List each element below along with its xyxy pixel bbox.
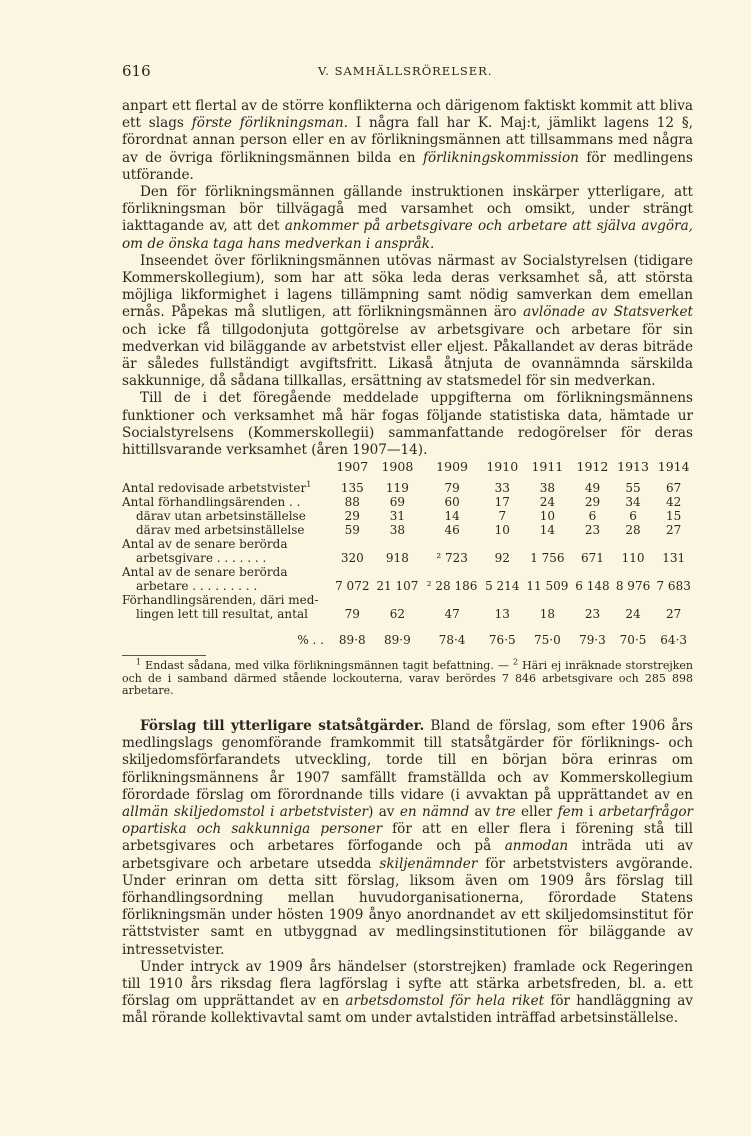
cell: 46: [444, 523, 460, 537]
footnotes: [122, 657, 693, 698]
paragraph: [122, 98, 693, 184]
page-header: [122, 62, 692, 82]
italic-text: förste förlikningsman.: [191, 115, 349, 132]
cell: 17: [494, 495, 510, 509]
cell: 119: [385, 481, 409, 495]
cell: ² 28 186: [426, 579, 478, 593]
cell: 47: [444, 607, 460, 621]
cell: 18: [539, 607, 555, 621]
cell: 21 107: [376, 579, 419, 593]
cell: 918: [385, 551, 409, 565]
cell: 23: [584, 523, 601, 537]
cell: 69: [389, 495, 406, 509]
cell: 24: [539, 495, 555, 509]
footnote-marker: 1: [306, 480, 312, 489]
year-header: 1908: [381, 459, 414, 474]
body-text-lower: [122, 718, 693, 1028]
paragraph: [122, 184, 693, 253]
cell: 38: [539, 481, 555, 495]
cell: 79: [344, 607, 360, 621]
cell: 75·0: [534, 633, 561, 647]
cell: 7: [498, 509, 507, 523]
running-title: V. SAMHÄLLSRÖRELSER.: [318, 64, 493, 78]
cell: 5 214: [485, 579, 520, 593]
cell: 131: [662, 551, 686, 565]
cell: 34: [625, 495, 641, 509]
cell: ² 723: [436, 551, 468, 565]
cell: 6: [588, 509, 597, 523]
paragraph: Under intryck av 1909 års händelser (storstrejken) framlade ock Regeringen till 1910 års riksdag flera lagförslag i syfte att stärka arbetsfreden, bl. a. ett förslag om upprättandet av en arbetsdomstol för hela riket för handläggning av mål rörande kollektivavtal samt om under avtalstiden inträffad arbetsinställelse.: [122, 958, 693, 1027]
cell: 8 976: [615, 579, 651, 593]
cell: 62: [389, 607, 406, 621]
table-row: [122, 621, 694, 647]
cell: 49: [584, 481, 601, 495]
cell: 29: [584, 495, 601, 509]
paragraph: [122, 390, 693, 459]
cell: 88: [344, 495, 360, 509]
cell: 24: [625, 607, 641, 621]
section-heading: Förslag till ytterligare statsåtgärder.: [140, 718, 425, 734]
cell: 29: [344, 509, 360, 523]
text: Inseendet över förlikningsmännen utövas närmast av Socialstyrelsen (tidigare Kommerskollegium), som har att söka leda deras verksamhet så, att största möjliga likformighet i lagens tillämpning samt nödig samverkan dem emellan ernås. Påpekas må slutligen, att förlikningsmännen äro: [122, 252, 693, 321]
cell: 6: [629, 509, 637, 523]
footnote-marker: 2: [513, 657, 519, 667]
row-label: därav med arbetsinställelse: [136, 523, 305, 537]
footnote-divider: [122, 655, 206, 656]
text: I några fall har K. Maj:t, jämlikt lagens 12 §, förordnat annan person eller en av förlikningsmännen att tillsammans med några av de övriga förlikningsmännen bilda en: [122, 115, 694, 166]
text: Till de i det föregående meddelade uppgifterna om förlikningsmännens funktioner och verksamhet må här fogas följande statistiska data, hämtade ur Socialstyrelsens (Kommerskollegii) sammanfattande redogörelser för deras hittillsvarande verksamhet (åren 1907—14).: [122, 390, 693, 459]
body-text-upper: [122, 98, 693, 459]
cell: 135: [340, 481, 364, 495]
cell: 78·4: [438, 633, 466, 647]
year-header: 1909: [436, 459, 468, 474]
table-row: [122, 509, 694, 523]
year-header: 1907: [336, 459, 369, 474]
cell: 13: [494, 607, 510, 621]
table-header-row: [122, 460, 694, 481]
cell: 27: [666, 523, 682, 537]
table-row: [122, 523, 694, 537]
cell: 33: [494, 481, 510, 495]
cell: 1 756: [530, 551, 565, 565]
cell: 10: [539, 509, 555, 523]
text: och icke få tillgodonjuta gottgörelse av arbetsgivare och arbetare för sin medverkan vid biläggande av arbetstvist eller eljest. Påkallandet av deras biträde är således fullständigt avgiftsfritt. Likaså åtnjuta de ovannämnda särskilda sakkunnige, då sådana tillkallas, ersättning av statsmedel för sin medverkan.: [122, 321, 693, 390]
row-label: Antal av de senare berörda arbetare . . . . . . . . .: [122, 565, 288, 593]
cell: 67: [666, 481, 682, 495]
table-row: [122, 481, 694, 495]
cell: 89·8: [338, 633, 366, 647]
row-label: % . .: [297, 633, 324, 647]
cell: 42: [666, 495, 682, 509]
italic-text: ankommer på arbetsgivare och arbetare att själva avgöra, om de önska taga hans medverkan i anspråk.: [122, 218, 693, 252]
cell: 31: [389, 509, 406, 523]
italic-text: förlikningskommission: [422, 149, 579, 166]
cell: 59: [344, 523, 360, 537]
cell: 79: [444, 481, 460, 495]
cell: 14: [444, 509, 460, 523]
cell: 70·5: [619, 633, 647, 647]
row-label: Antal redovisade arbetstvister$^1$: [122, 480, 312, 495]
cell: 92: [494, 551, 510, 565]
cell: 23: [584, 607, 601, 621]
cell: 55: [625, 481, 641, 495]
cell: 10: [494, 523, 510, 537]
statistics-table: [122, 460, 694, 647]
year-header: 1914: [657, 459, 690, 474]
table-row: [122, 537, 694, 565]
footnote-marker: 1: [136, 657, 142, 667]
year-header: 1912: [576, 459, 609, 474]
cell: 671: [581, 551, 604, 565]
page-number: 616: [122, 62, 151, 80]
row-label: Antal av de senare berörda arbetsgivare . . . . . . .: [122, 537, 288, 565]
text: anpart ett flertal av de större konflikterna och därigenom faktiskt kommit att bliva ett slags: [122, 98, 693, 132]
italic-text: avlönade av Statsverket: [523, 304, 693, 321]
paragraph: [122, 253, 693, 391]
row-label: därav utan arbetsinställelse: [136, 509, 306, 523]
table-row: [122, 565, 694, 593]
cell: 14: [539, 523, 555, 537]
cell: 11 509: [526, 579, 569, 593]
cell: 15: [666, 509, 682, 523]
table-row: [122, 495, 694, 509]
cell: 28: [625, 523, 641, 537]
row-label: Antal förhandlingsärenden . .: [122, 495, 301, 509]
text: för medlingens utförande.: [122, 149, 693, 183]
cell: 64·3: [660, 633, 688, 647]
text: Den för förlikningsmännen gällande instruktionen inskärper ytterligare, att förlikningsman bör tillvägagå med varsamhet och omsikt, under strängt iakttagande av, att det: [122, 184, 693, 235]
cell: 7 683: [656, 579, 691, 593]
footnote: $^1$ Endast sådana, med vilka förlikningsmännen tagit befattning. — $^2$ Häri ej inräknade storstrejken och de i samband därmed stående lockouterna, varav berördes 7 846 arbetsgivare och 285 898 arbetare.: [122, 657, 693, 698]
year-header: 1913: [617, 459, 649, 474]
cell: 38: [389, 523, 406, 537]
cell: 6 148: [575, 579, 610, 593]
cell: 79·3: [579, 633, 606, 647]
cell: 320: [340, 551, 364, 565]
cell: 89·9: [384, 633, 411, 647]
year-header: 1911: [531, 459, 564, 474]
row-label: Förhandlingsärenden, däri med- lingen lett till resultat, antal: [122, 593, 319, 621]
year-header: 1910: [486, 459, 519, 474]
cell: 110: [621, 551, 645, 565]
cell: 27: [666, 607, 682, 621]
cell: 7 072: [335, 579, 370, 593]
paragraph: Förslag till ytterligare statsåtgärder. Bland de förslag, som efter 1906 års medlingslags genomförande framkommit till statsåtgärder för förliknings- och skiljedomsförfarandets utveckling, torde till en början böra erinras om förlikningsmännens år 1907 samfällt framställda och av Kommerskollegium förordade förslag om förordnande tills vidare (i avvaktan på upprättandet av en allmän skiljedomstol i arbetstvister) av en nämnd av tre eller fem i arbetarfrågor opartiska och sakkunniga personer för att en eller flera i förening stå till arbetsgivares och arbetares förfogande och på anmodan inträda uti av arbetsgivare och arbetare utsedda skiljenämnder för arbetstvisters avgörande. Under erinran om detta sitt förslag, liksom även om 1909 års förslag till förhandlingsordning mellan huvudorganisationerna, förordade Statens förlikningsmän under hösten 1909 ånyo anordnandet av ett skiljedomsinstitut för rättstvister samt en utbyggnad av medlingsinstitutionen för biläggande av intressetvister.: [122, 718, 693, 958]
cell: 76·5: [488, 633, 516, 647]
table-row: [122, 593, 694, 621]
cell: 60: [444, 495, 460, 509]
